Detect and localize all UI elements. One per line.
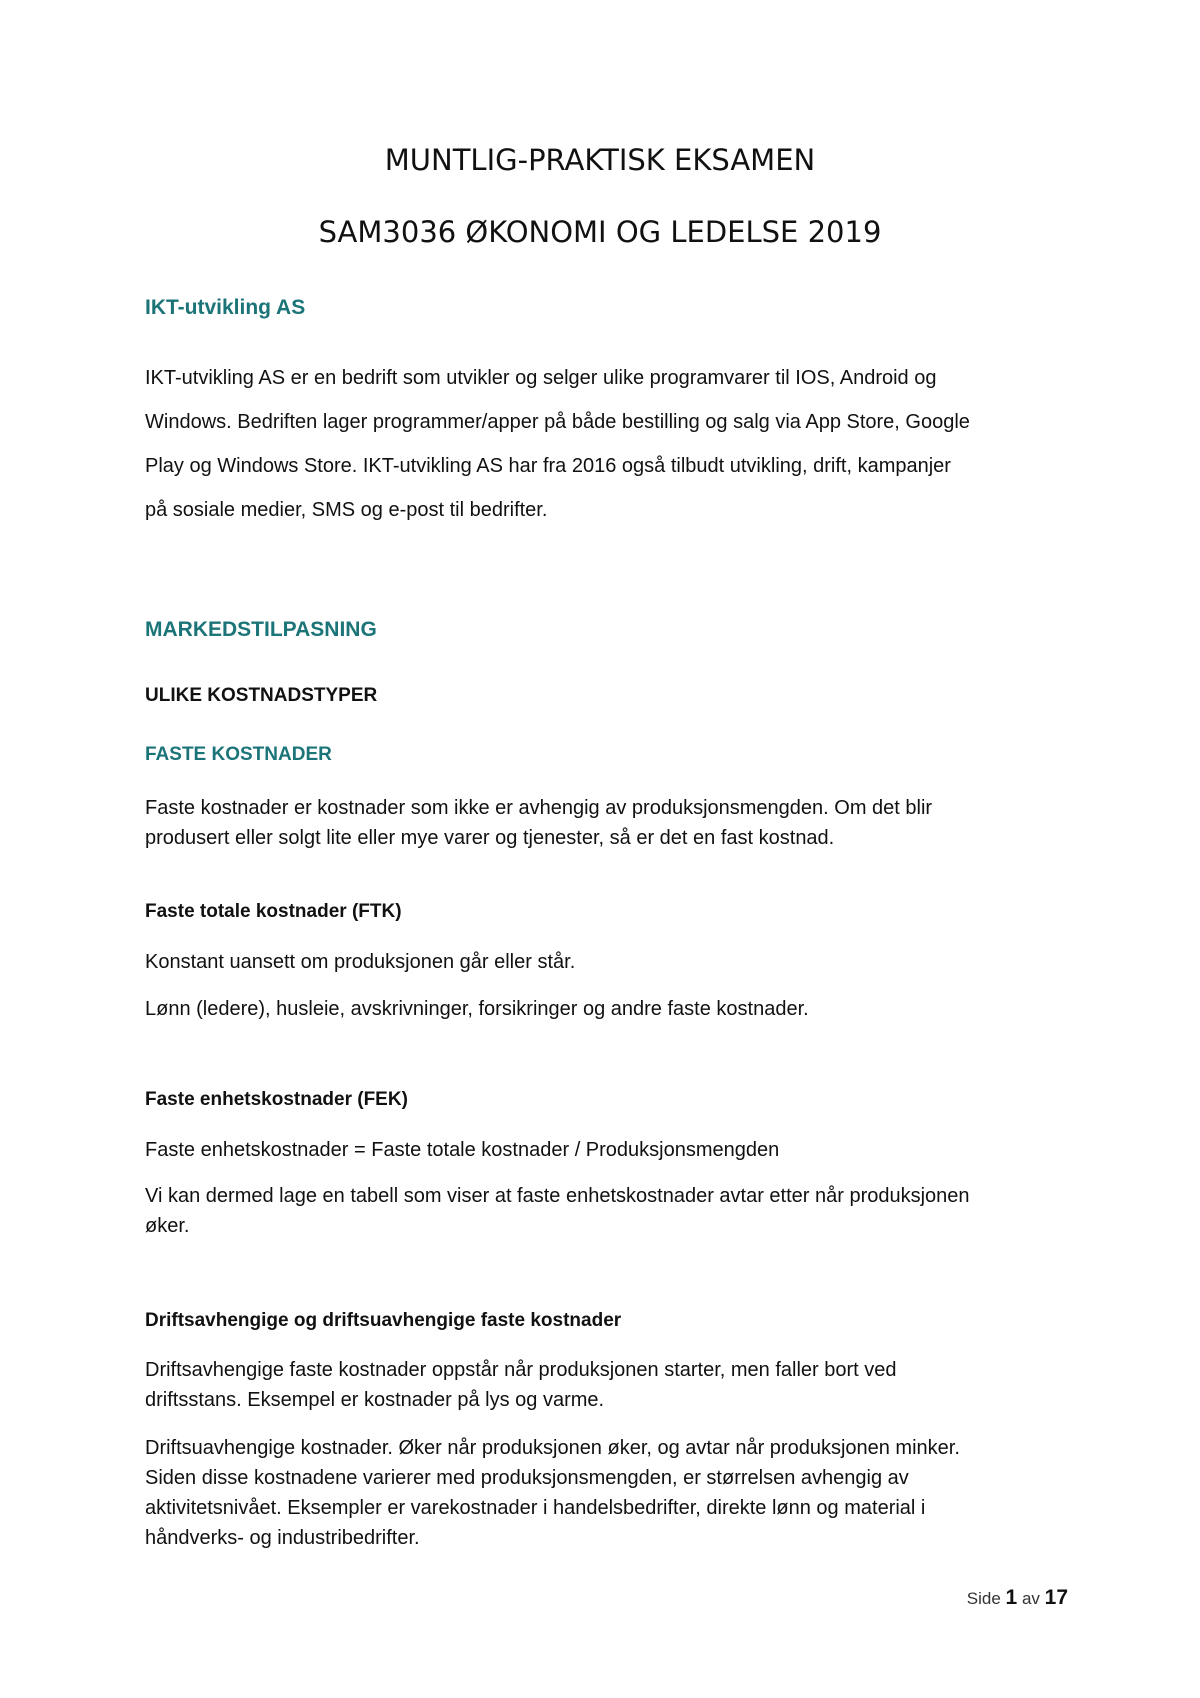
drift-heading: Driftsavhengige og driftsuavhengige faste kostnader [145, 1310, 622, 1331]
fek-paragraph [145, 1181, 1075, 1241]
total-pages: 17 [1044, 1586, 1068, 1609]
text-line: Siden disse kostnadene varierer med produksjonsmengden, er størrelsen avhengig av [145, 1467, 909, 1489]
text-line: aktivitetsnivået. Eksempler er varekostnader i handelsbedrifter, direkte lønn og material i [145, 1497, 926, 1519]
text-line: Vi kan dermed lage en tabell som viser at faste enhetskostnader avtar etter når produksjonen [145, 1185, 970, 1207]
drift-paragraph-2 [145, 1433, 1075, 1553]
company-heading: IKT-utvikling AS [145, 296, 306, 319]
fixed-costs-heading: FASTE KOSTNADER [145, 744, 332, 765]
text-line: driftsstans. Eksempel er kostnader på lys og varme. [145, 1389, 605, 1411]
text-line: Driftsavhengige faste kostnader oppstår når produksjonen starter, men faller bort ved [145, 1359, 897, 1381]
fek-heading: Faste enhetskostnader (FEK) [145, 1089, 408, 1110]
text-line: på sosiale medier, SMS og e-post til bedrifter. [145, 499, 548, 521]
document-title: MUNTLIG-PRAKTISK EKSAMEN [384, 143, 816, 177]
text-line: Faste kostnader er kostnader som ikke er avhengig av produksjonsmengden. Om det blir [145, 797, 933, 819]
text-line: IKT-utvikling AS er en bedrift som utvikler og selger ulike programvarer til IOS, Android og [145, 367, 937, 389]
company-paragraph [145, 356, 1075, 532]
text-line: øker. [145, 1215, 190, 1237]
side-label: Side [966, 1589, 1001, 1608]
document-subtitle: SAM3036 ØKONOMI OG LEDELSE 2019 [318, 215, 882, 249]
drift-paragraph-1 [145, 1355, 1075, 1415]
text-line: Driftsuavhengige kostnader. Øker når produksjonen øker, og avtar når produksjonen minker. [145, 1437, 960, 1459]
current-page: 1 [1005, 1586, 1018, 1609]
text-line: Play og Windows Store. IKT-utvikling AS har fra 2016 også tilbudt utvikling, drift, kampanjer [145, 455, 951, 477]
fixed-costs-paragraph [145, 793, 1075, 853]
cost-types-heading: ULIKE KOSTNADSTYPER [145, 685, 378, 706]
of-label: av [1021, 1589, 1040, 1608]
text-line: produsert eller solgt lite eller mye varer og tjenester, så er det en fast kostnad. [145, 827, 835, 849]
fek-formula: Faste enhetskostnader = Faste totale kostnader / Produksjonsmengden [145, 1139, 780, 1161]
ftk-paragraph-1: Konstant uansett om produksjonen går eller står. [145, 951, 576, 973]
ftk-heading: Faste totale kostnader (FTK) [145, 901, 402, 922]
page-number-footer [967, 1586, 1068, 1610]
market-heading: MARKEDSTILPASNING [145, 618, 377, 641]
ftk-paragraph-2: Lønn (ledere), husleie, avskrivninger, forsikringer og andre faste kostnader. [145, 998, 809, 1020]
text-line: Windows. Bedriften lager programmer/apper på både bestilling og salg via App Store, Google [145, 411, 970, 433]
text-line: håndverks- og industribedrifter. [145, 1527, 420, 1549]
